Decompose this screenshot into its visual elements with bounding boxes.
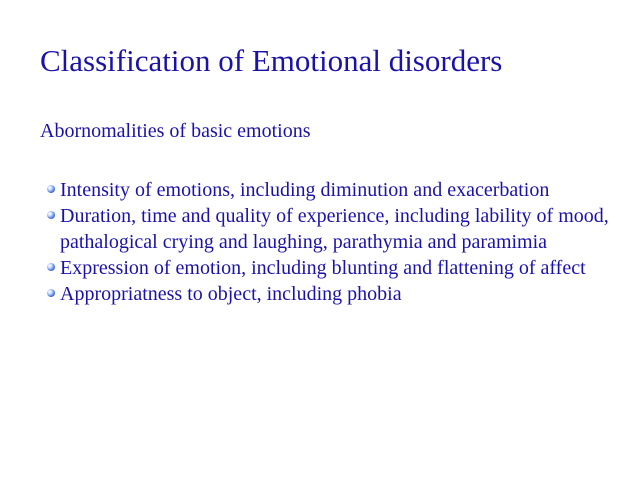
bullet-item (44, 203, 619, 255)
slide-subtitle: Abornomalities of basic emotions (40, 120, 311, 142)
slide-title: Classification of Emotional disorders (40, 43, 503, 78)
bullet-text: Appropriatness to object, including phobia (60, 283, 402, 305)
bullet-dot-icon (47, 185, 55, 193)
bullet-item (44, 255, 619, 281)
bullet-list (44, 177, 619, 307)
bullet-item (44, 281, 619, 307)
bullet-dot-icon (47, 211, 55, 219)
bullet-text: Duration, time and quality of experience, including lability of mood, pathalogical crying and laughing, parathymia and paramimia (60, 205, 609, 253)
bullet-dot-icon (47, 263, 55, 271)
bullet-text: Intensity of emotions, including diminution and exacerbation (60, 179, 550, 201)
bullet-item (44, 177, 619, 203)
bullet-text: Expression of emotion, including blunting and flattening of affect (60, 257, 586, 279)
bullet-dot-icon (47, 289, 55, 297)
